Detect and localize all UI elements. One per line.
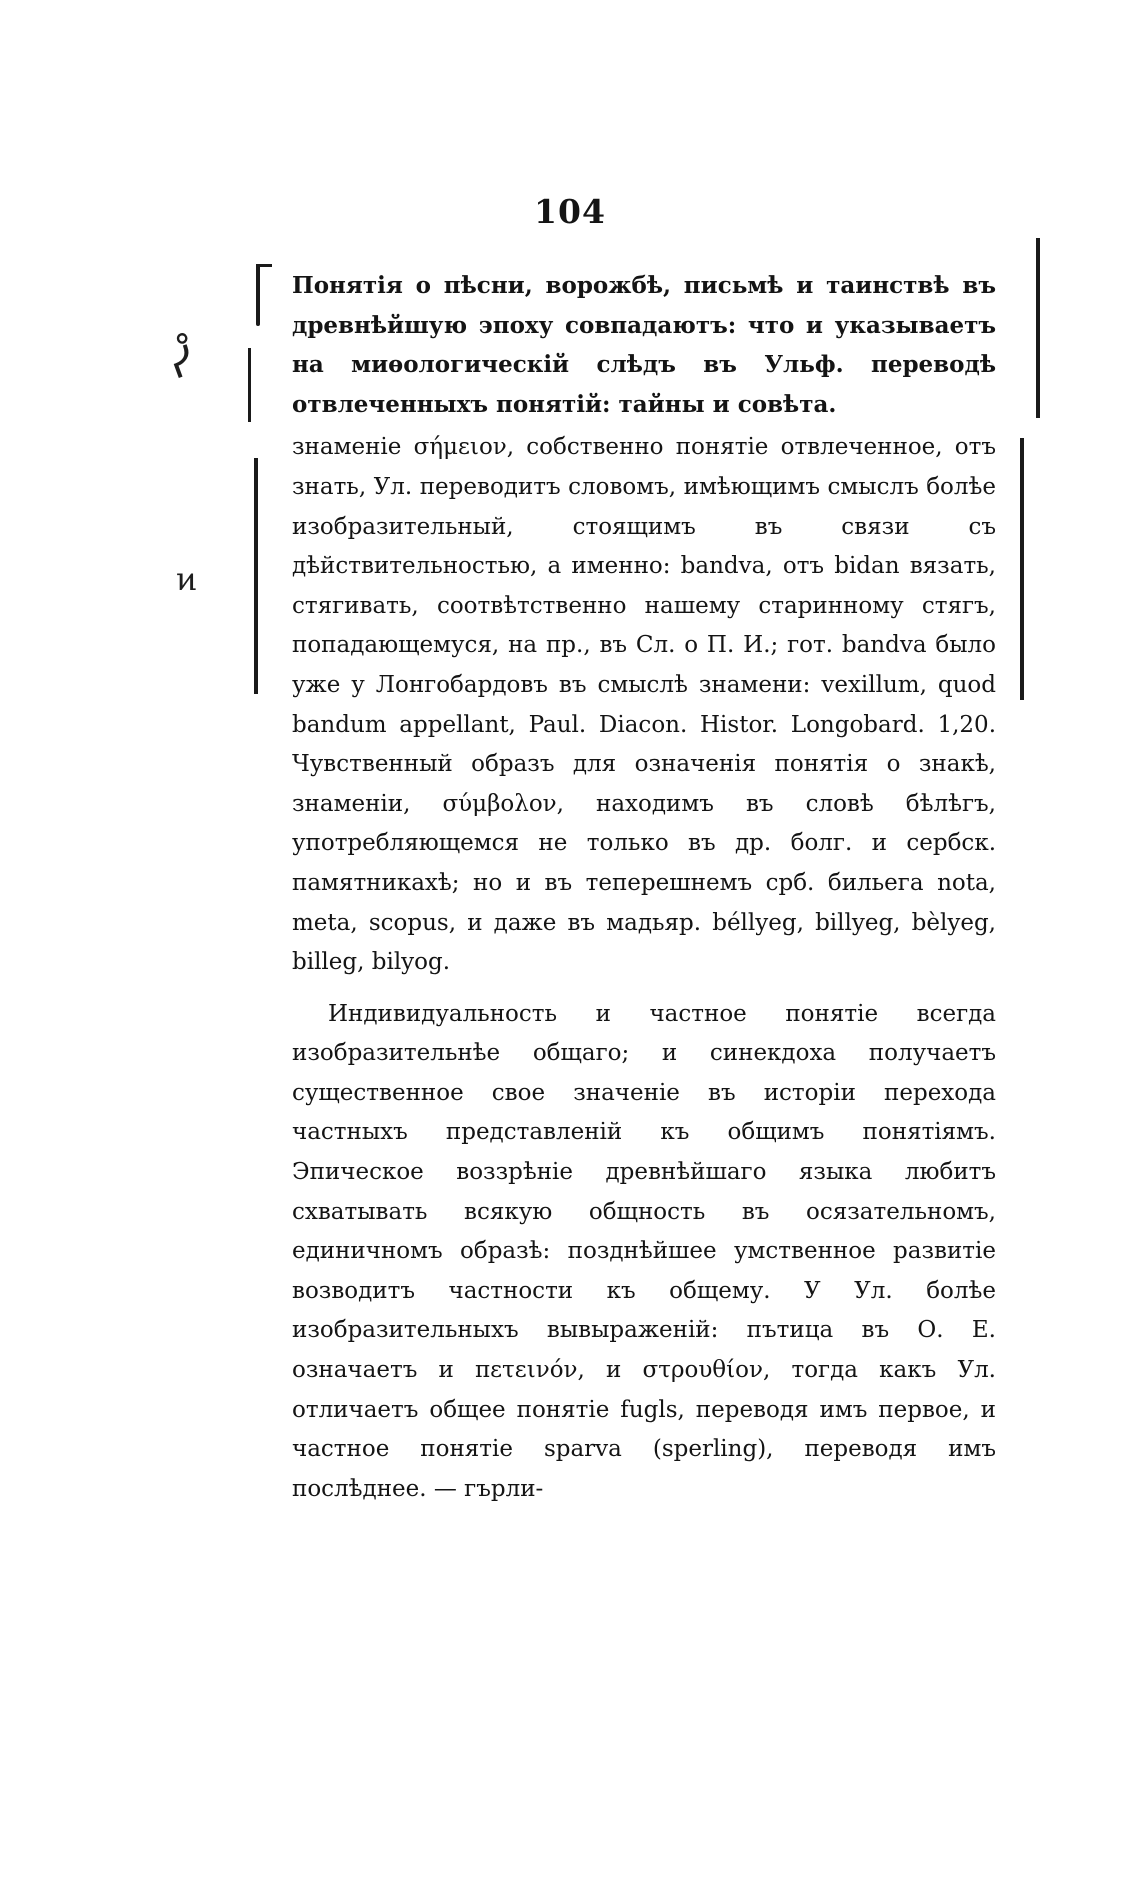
- page-number: 104: [534, 192, 606, 231]
- margin-line-left-low: [254, 458, 258, 694]
- margin-scribble-top: ᓮ: [162, 337, 202, 389]
- paragraph-3: Индивидуальность и частное понятіе всегда изобразительнѣе общаго; и синекдоха получаетъ существенное свое значеніе въ исторіи перехода частныхъ представленій къ общимъ понятіямъ. Эпическое воззрѣніе древнѣйшаго языка любитъ схватывать всякую общность въ осязательномъ, единичномъ образѣ: позднѣйшее умственное развитіе возводитъ частности къ общему. У Ул. болѣе изобразительныхъ вывыраженій: пътица въ О. Е. означаетъ и πετεινόν, и στρουθίον, тогда какъ Ул. отличаетъ общее понятіе fugls, переводя имъ первое, и частное понятіе sparva (sperling), переводя имъ послѣднее. — гърли-: [292, 1000, 996, 1502]
- margin-bracket-left-top-cap: [256, 264, 272, 267]
- margin-scribble-low: ͷ: [176, 560, 198, 598]
- page-body: [292, 266, 996, 1509]
- margin-line-right-mid: [1020, 438, 1024, 700]
- margin-line-right-top: [1036, 238, 1040, 418]
- margin-bracket-left-top: [256, 264, 260, 326]
- paragraph-2: знаменіе σήμειον, собственно понятіе отвлеченное, отъ знать, Ул. переводитъ словомъ, имѣющимъ смыслъ болѣе изобразительный, стоящимъ въ связи съ дѣйствительностью, а именно: bandva, отъ bidan вязать, стягивать, соотвѣтственно нашему старинному стягъ, попадающемуся, на пр., въ Сл. о П. И.; гот. bandva было уже у Лонгобардовъ въ смыслѣ знамени: vexillum, quod bandum appellant, Paul. Diacon. Histor. Longobard. 1,20. Чувственный образъ для означенія понятія о знакѣ, знаменіи, σύμβολον, находимъ въ словѣ бѣлѣгъ, употребляющемся не только въ др. болг. и сербск. памятникахѣ; но и въ теперешнемъ срб. бильега nota, meta, scopus, и даже въ мадьяр. béllyeg, billyeg, bèlyeg, billeg, bilyog.: [292, 434, 996, 976]
- margin-line-left-mid: [248, 348, 251, 422]
- paragraph-1: Понятія о пѣсни, ворожбѣ, письмѣ и таинствѣ въ древнѣйшую эпоху совпадаютъ: что и указываетъ на миѳологическій слѣдъ въ Ульф. переводѣ отвлеченныхъ понятій: тайны и совѣта.: [292, 272, 996, 418]
